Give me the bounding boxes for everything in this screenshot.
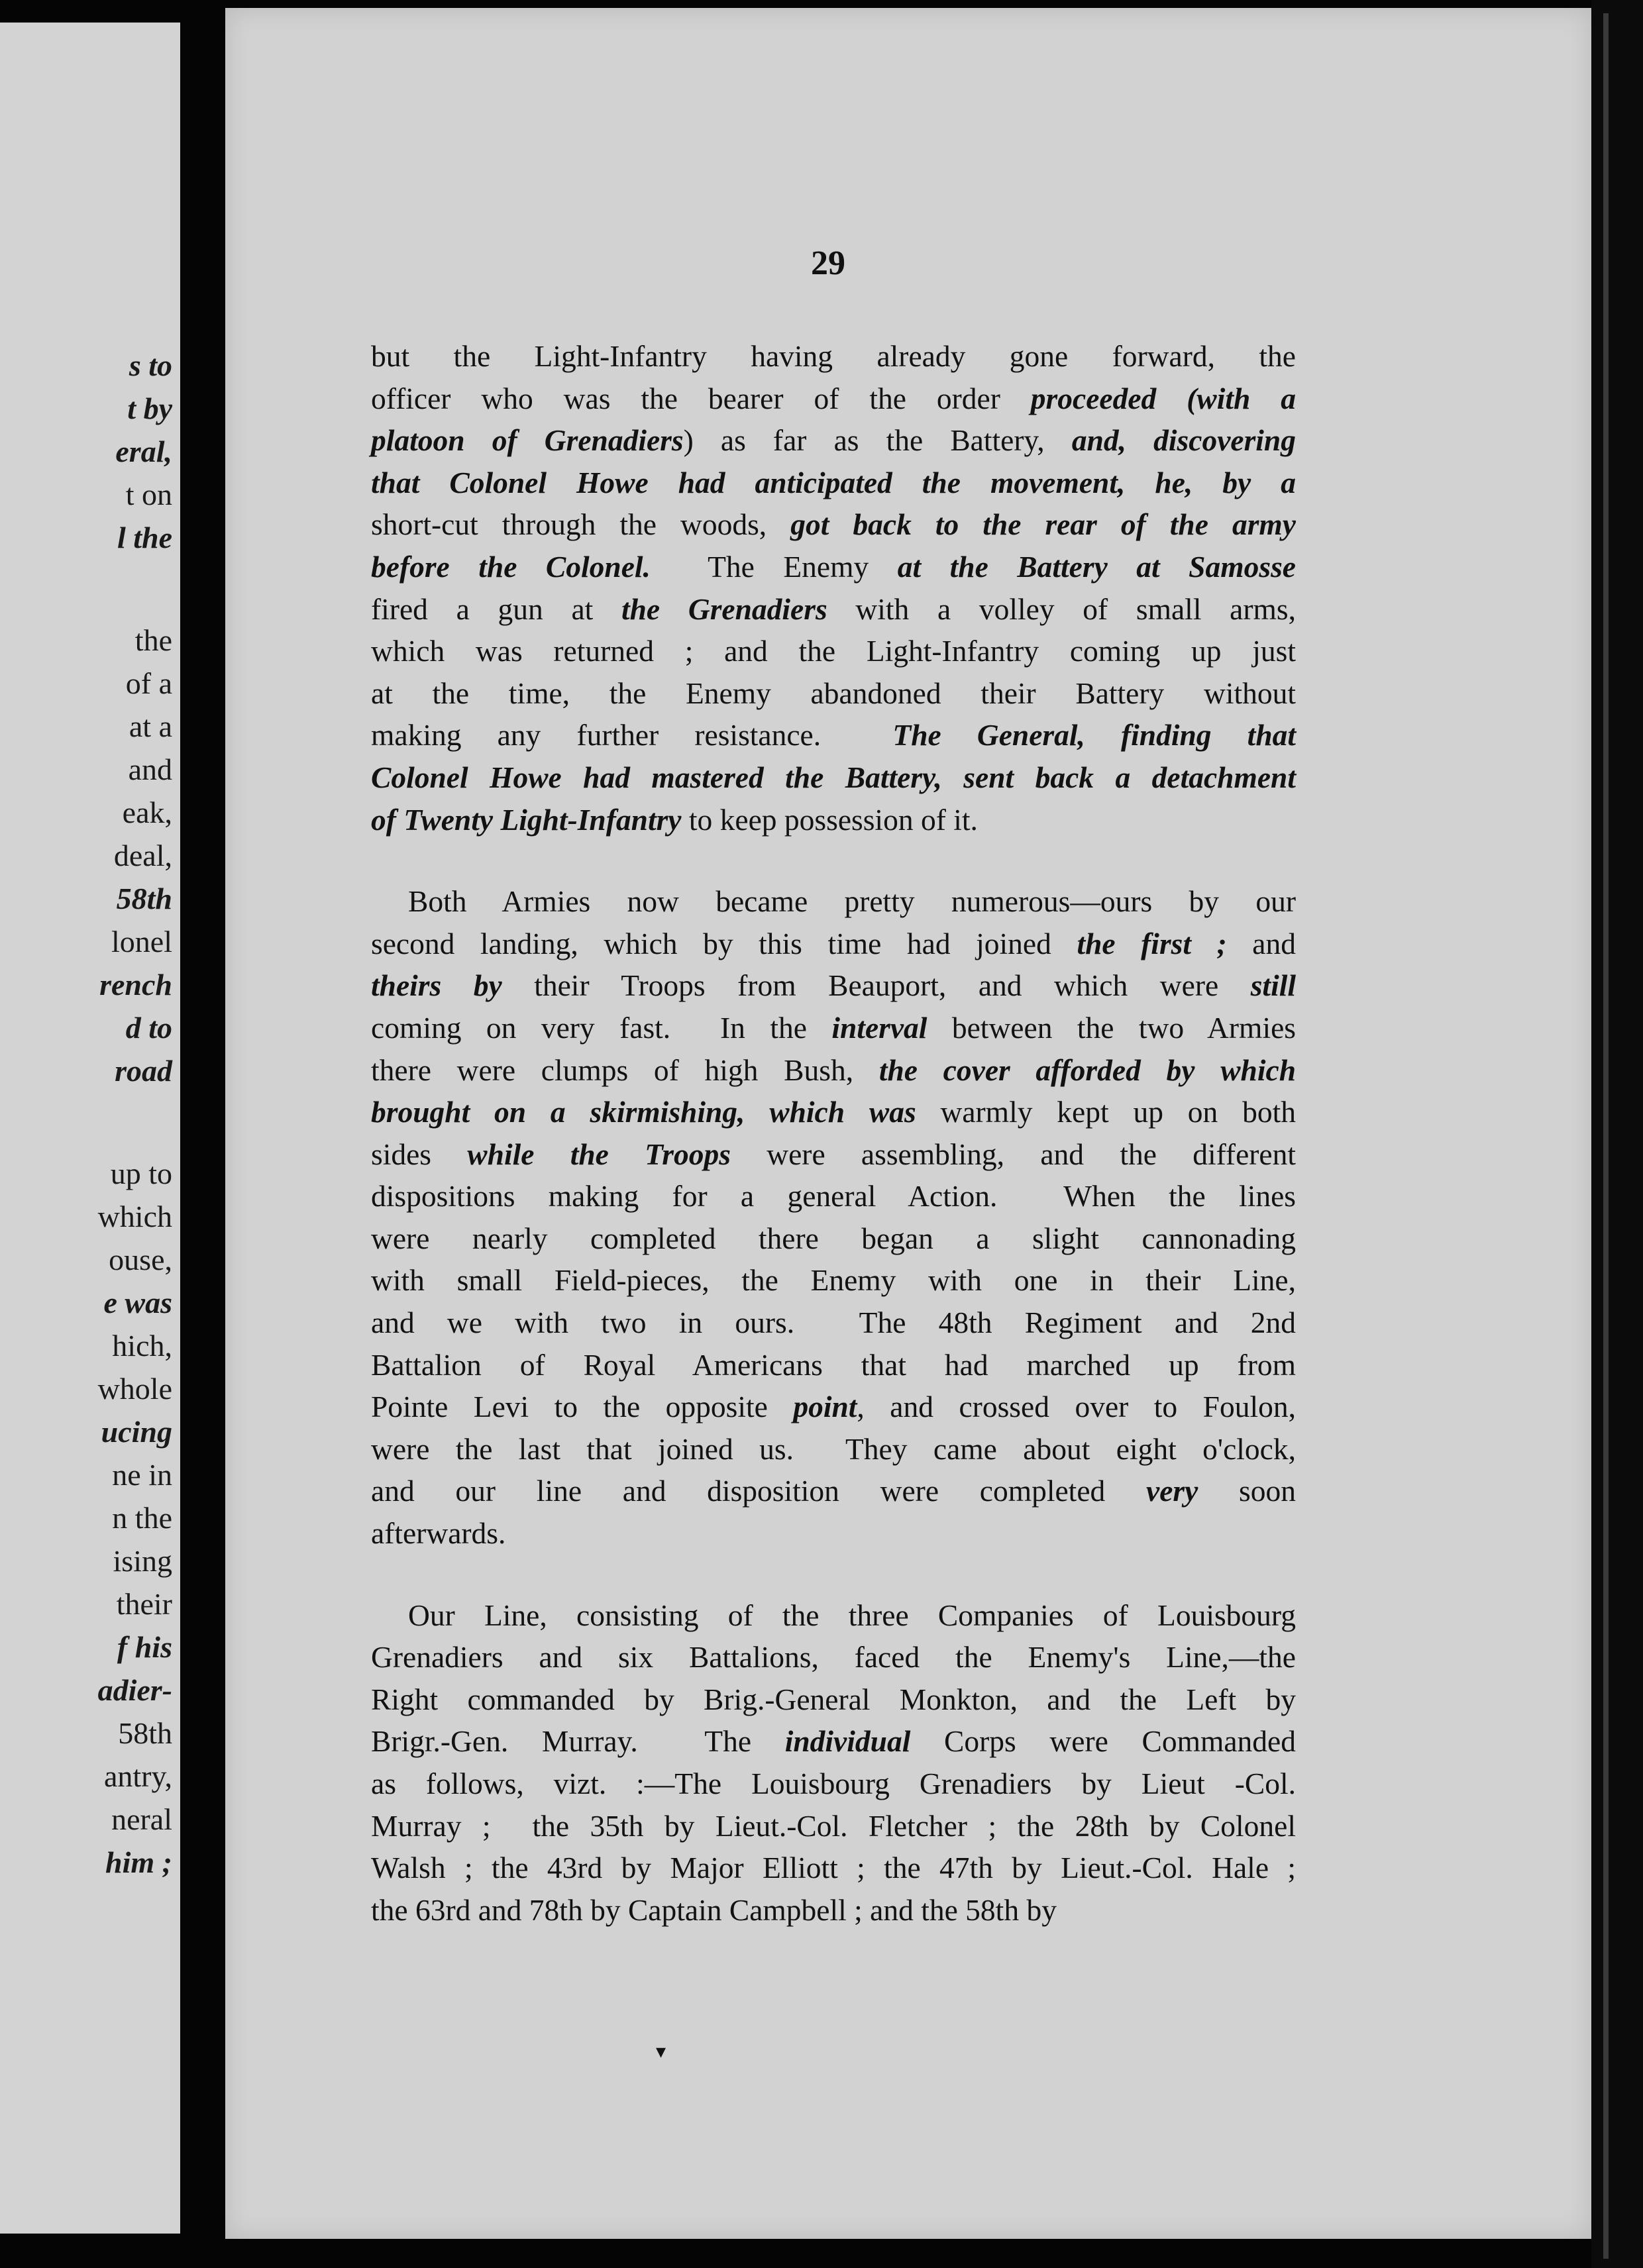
text-segment: short-cut through the woods, xyxy=(371,507,791,542)
text-segment: were nearly completed there began a slight cannonading xyxy=(371,1221,1296,1255)
text-segment: second landing, which by this time had joined xyxy=(371,926,1077,960)
left-page-fragment: rench xyxy=(99,968,172,1002)
text-line xyxy=(371,1678,1296,1721)
italic-segment: the cover afforded by which xyxy=(878,1053,1296,1087)
text-segment: with a volley of small arms, xyxy=(827,592,1296,626)
text-segment: fired a gun at xyxy=(371,592,621,626)
left-page-fragment: ising xyxy=(113,1544,172,1578)
text-segment: Murray ; the 35th by Lieut.-Col. Fletcher ; the 28th by Colonel xyxy=(371,1808,1296,1843)
paragraph xyxy=(371,335,1296,841)
text-segment: officer who was the bearer of the order xyxy=(371,381,1031,415)
text-line xyxy=(371,880,1296,923)
left-page-fragment: f his xyxy=(117,1630,172,1664)
italic-segment: point xyxy=(793,1390,857,1424)
left-page-fragment: eak, xyxy=(122,796,172,829)
text-line xyxy=(371,756,1296,799)
text-segment: soon xyxy=(1198,1474,1296,1508)
text-segment: Right commanded by Brig.-General Monkton, and the Left by xyxy=(371,1682,1296,1716)
text-segment: at the time, the Enemy abandoned their Battery without xyxy=(371,676,1296,710)
text-segment: Grenadiers and six Battalions, faced the Enemy's Line,—the xyxy=(371,1640,1296,1675)
italic-segment: the first ; xyxy=(1077,926,1227,960)
left-page-fragment: l the xyxy=(117,521,172,554)
text-segment: warmly kept up on both xyxy=(916,1095,1296,1129)
italic-segment: that Colonel Howe had anticipated the movement, he, by a xyxy=(371,465,1296,499)
italic-segment: proceeded (with a xyxy=(1030,381,1297,415)
italic-segment: of Twenty Light-Infantry xyxy=(371,802,682,837)
left-page-fragment: 58th xyxy=(118,1716,172,1750)
left-page-fragment: t by xyxy=(127,391,172,425)
italic-segment: while the Troops xyxy=(467,1137,731,1171)
text-segment: dispositions making for a general Action. When the lines xyxy=(371,1179,1296,1213)
text-line xyxy=(371,1847,1296,1889)
text-line xyxy=(371,1428,1296,1470)
italic-segment: interval xyxy=(831,1010,928,1045)
italic-segment: platoon of Grenadiers xyxy=(371,423,684,458)
text-segment: ) as far as the Battery, xyxy=(683,423,1072,458)
left-facing-page xyxy=(0,23,180,2234)
text-line xyxy=(371,1091,1296,1133)
text-line xyxy=(371,1302,1296,1344)
text-segment: were the last that joined us. They came about eight o'clock, xyxy=(371,1431,1296,1466)
italic-segment: The General, finding that xyxy=(892,718,1297,752)
left-page-fragment: up to xyxy=(110,1157,172,1190)
left-page-fragment: e was xyxy=(103,1286,172,1319)
left-page-fragment: and xyxy=(128,752,172,786)
left-page-fragment: of a xyxy=(125,666,172,700)
text-line xyxy=(371,1594,1296,1637)
italic-segment: individual xyxy=(784,1724,911,1759)
italic-segment: very xyxy=(1146,1474,1198,1508)
italic-segment: before the Colonel. xyxy=(371,549,651,584)
text-line xyxy=(371,1007,1296,1049)
italic-segment: at the Battery at Samosse xyxy=(897,549,1296,584)
left-page-fragment: deal, xyxy=(113,839,172,872)
text-line xyxy=(371,1720,1296,1763)
text-segment: Our Line, consisting of the three Companies of Louisbourg xyxy=(408,1598,1296,1632)
text-line xyxy=(371,1344,1296,1386)
text-segment: The Enemy xyxy=(650,549,898,584)
paragraph xyxy=(371,880,1296,1555)
italic-segment: brought on a skirmishing, which was xyxy=(371,1095,916,1129)
text-line xyxy=(371,588,1296,631)
text-line xyxy=(371,462,1296,504)
text-segment: but the Light-Infantry having already gone forward, the xyxy=(371,339,1296,373)
left-page-fragment: whole xyxy=(97,1372,172,1406)
left-page-fragment: at a xyxy=(129,709,172,743)
text-segment: Corps were Commanded xyxy=(910,1724,1296,1759)
left-page-fragment: n the xyxy=(112,1501,172,1535)
left-page-fragment: s to xyxy=(129,348,172,382)
left-page-fragment: adier- xyxy=(97,1673,172,1707)
text-segment: with small Field-pieces, the Enemy with one in their Line, xyxy=(371,1263,1296,1298)
left-page-fragment: d to xyxy=(125,1011,172,1045)
left-page-fragment: neral xyxy=(111,1802,172,1836)
left-page-fragment: lonel xyxy=(111,925,172,958)
left-page-fragment: him ; xyxy=(105,1845,172,1879)
page-edge-line xyxy=(1603,13,1609,2259)
text-line xyxy=(371,1175,1296,1217)
italic-segment: got back to the rear of the army xyxy=(790,507,1296,542)
italic-segment: still xyxy=(1250,968,1296,1003)
text-segment: which was returned ; and the Light-Infantry coming up just xyxy=(371,634,1296,668)
text-line xyxy=(371,335,1296,378)
text-segment: Both Armies now became pretty numerous—ours by our xyxy=(408,884,1296,919)
text-segment: , and crossed over to Foulon, xyxy=(857,1390,1296,1424)
text-segment: Battalion of Royal Americans that had marched up from xyxy=(371,1347,1296,1382)
text-segment: their Troops from Beauport, and which were xyxy=(502,968,1251,1003)
text-segment: between the two Armies xyxy=(927,1010,1296,1045)
page-number: 29 xyxy=(811,244,845,282)
text-segment: to keep possession of it. xyxy=(681,802,978,837)
left-page-fragment: ouse, xyxy=(109,1243,172,1276)
text-line xyxy=(371,630,1296,672)
left-page-fragment: the xyxy=(134,623,172,657)
text-segment: and xyxy=(1226,926,1296,960)
text-line xyxy=(371,546,1296,588)
text-line xyxy=(371,964,1296,1007)
text-line xyxy=(371,799,1296,841)
text-segment: and we with two in ours. The 48th Regiment and 2nd xyxy=(371,1306,1296,1340)
text-segment: sides xyxy=(371,1137,468,1171)
text-line xyxy=(371,1512,1296,1555)
text-segment: there were clumps of high Bush, xyxy=(371,1053,879,1087)
italic-segment: theirs by xyxy=(371,968,502,1003)
text-segment: as follows, vizt. :—The Louisbourg Grenadiers by Lieut -Col. xyxy=(371,1767,1296,1800)
left-page-fragment: antry, xyxy=(103,1759,172,1793)
left-page-fragment: eral, xyxy=(115,435,172,468)
text-line xyxy=(371,1217,1296,1260)
text-line xyxy=(371,1763,1296,1805)
text-line xyxy=(371,672,1296,715)
left-page-fragment: their xyxy=(116,1587,172,1621)
paragraph xyxy=(371,1594,1296,1932)
text-line xyxy=(371,1805,1296,1847)
text-segment: Pointe Levi to the opposite xyxy=(371,1390,794,1424)
left-page-fragment: which xyxy=(97,1200,172,1233)
left-page-fragment: road xyxy=(115,1054,172,1088)
text-segment: were assembling, and the different xyxy=(730,1137,1297,1171)
text-line xyxy=(371,1386,1296,1428)
italic-segment: Colonel Howe had mastered the Battery, sent back a detachment xyxy=(371,760,1296,794)
text-line xyxy=(371,378,1296,420)
printer-mark: ▾ xyxy=(656,2041,666,2063)
italic-segment: the Grenadiers xyxy=(621,592,827,626)
text-segment: Walsh ; the 43rd by Major Elliott ; the 47th by Lieut.-Col. Hale ; xyxy=(371,1851,1296,1885)
text-line xyxy=(371,923,1296,965)
text-line xyxy=(371,714,1296,756)
left-page-fragment: ne in xyxy=(112,1458,172,1492)
text-line xyxy=(371,503,1296,546)
italic-segment: and, discovering xyxy=(1071,423,1296,458)
text-line xyxy=(371,1133,1296,1176)
text-line xyxy=(371,1470,1296,1512)
text-segment: the 63rd and 78th by Captain Campbell ; and the 58th by xyxy=(371,1892,1057,1927)
left-page-fragment: 58th xyxy=(116,882,172,915)
text-line xyxy=(371,1049,1296,1092)
text-segment: Brigr.-Gen. Murray. The xyxy=(371,1724,785,1759)
left-page-fragment: t on xyxy=(125,478,172,511)
text-segment: and our line and disposition were completed xyxy=(371,1474,1146,1508)
page-edge xyxy=(1591,0,1643,2268)
text-segment: making any further resistance. xyxy=(371,718,893,752)
text-segment: afterwards. xyxy=(371,1516,506,1551)
left-page-fragment: hich, xyxy=(112,1329,172,1363)
text-line xyxy=(371,419,1296,462)
text-line xyxy=(371,1259,1296,1302)
body-text xyxy=(371,335,1296,1971)
left-page-fragment: ucing xyxy=(101,1415,172,1449)
text-segment: coming on very fast. In the xyxy=(371,1010,832,1045)
text-line xyxy=(371,1889,1296,1932)
text-line xyxy=(371,1636,1296,1678)
